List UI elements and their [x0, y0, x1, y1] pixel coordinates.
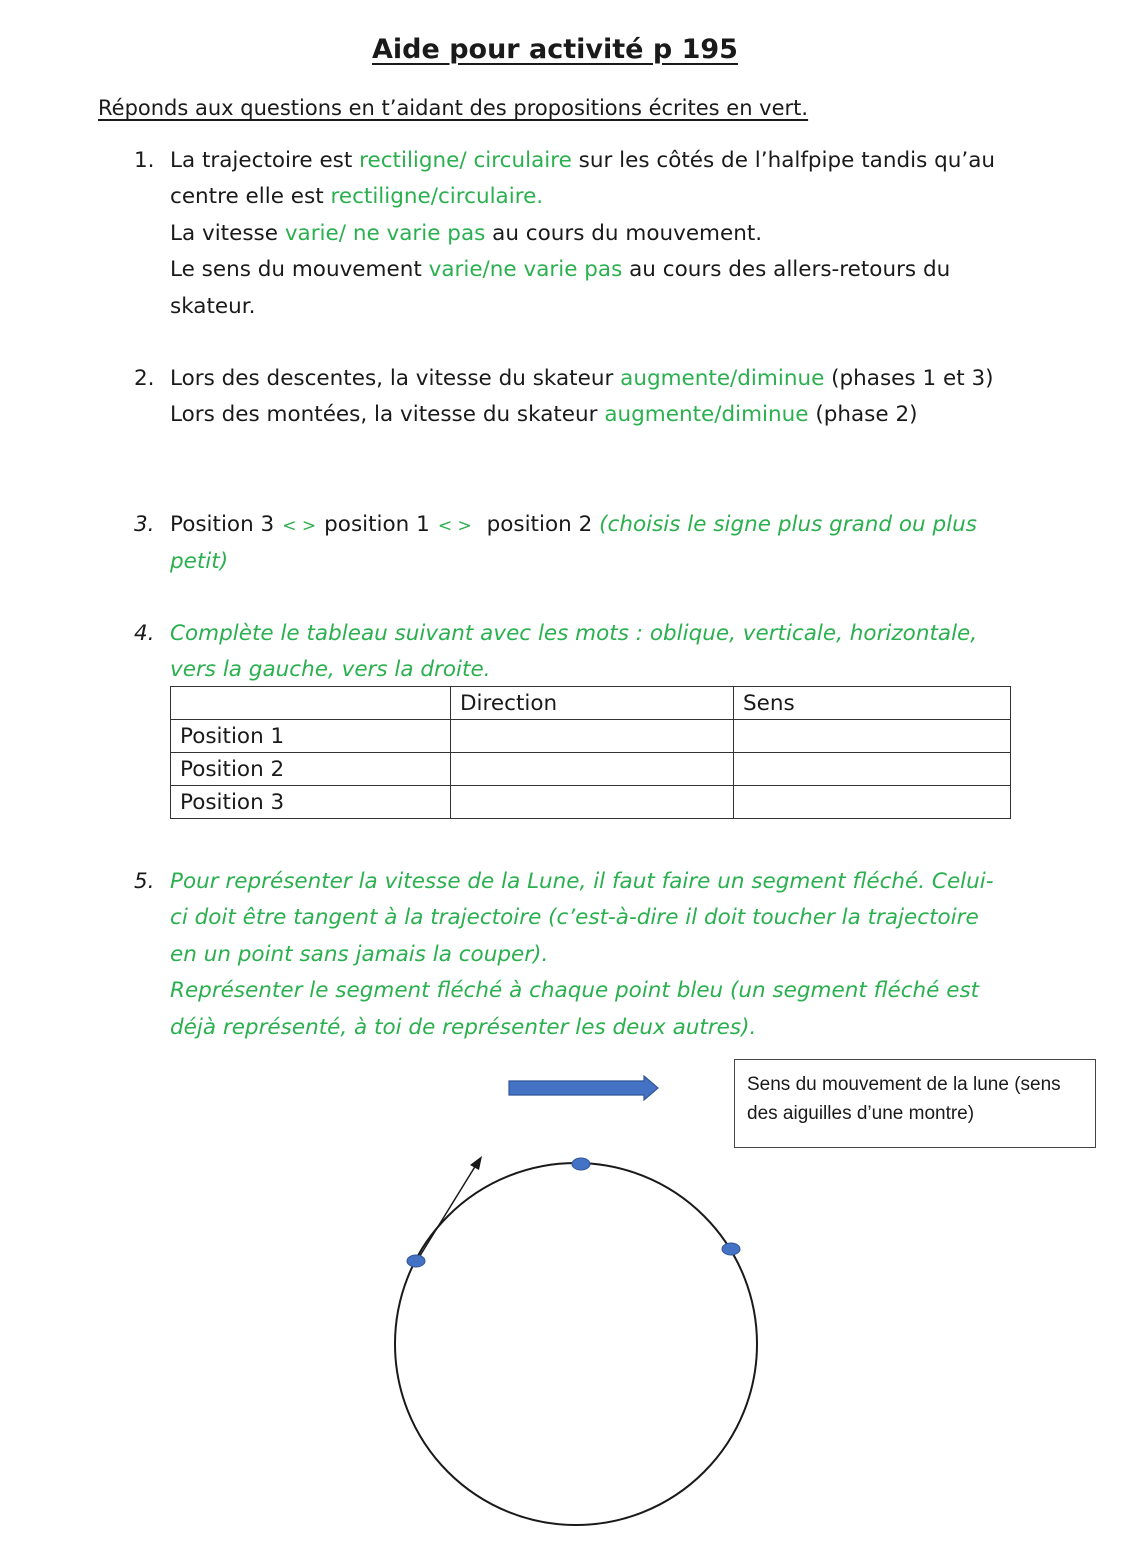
table-row: [171, 786, 1011, 819]
question-2: [134, 361, 1010, 434]
orbit-diagram: [380, 1145, 780, 1545]
table-row-label: Position 1: [171, 720, 451, 753]
table-cell-direction[interactable]: [451, 786, 734, 819]
q2-line-montees: Lors des montées, la vitesse du skateur augmente/diminue (phase 2): [170, 402, 918, 428]
q3-line: Position 3 < > position 1 < > position 2 (choisis le signe plus grand ou plus petit): [170, 512, 977, 575]
velocity-segment: [418, 1165, 476, 1259]
table-row-label: Position 3: [171, 786, 451, 819]
q5-paragraph-2: Représenter le segment fléché à chaque point bleu (un segment fléché est déjà représenté, à toi de représenter les deux autres).: [170, 978, 980, 1040]
table-header-direction: Direction: [451, 687, 734, 720]
question-number: 2.: [134, 366, 155, 391]
orbit-circle: [395, 1163, 757, 1525]
direction-caption: Sens du mouvement de la lune (sens des aiguilles d’une montre): [734, 1059, 1096, 1148]
question-number: 5.: [134, 869, 155, 894]
answer-table: [170, 686, 1011, 819]
blue-point-right[interactable]: [722, 1243, 740, 1255]
table-header-cell: [171, 687, 451, 720]
direction-arrow-icon: [508, 1075, 660, 1101]
table-cell-sens[interactable]: [734, 753, 1011, 786]
table-cell-sens[interactable]: [734, 786, 1011, 819]
table-cell-sens[interactable]: [734, 720, 1011, 753]
question-1: [134, 143, 1010, 325]
table-cell-direction[interactable]: [451, 720, 734, 753]
table-row: [171, 720, 1011, 753]
question-number: 3.: [134, 512, 155, 537]
question-5: [134, 864, 1010, 1046]
page-title: Aide pour activité p 195: [372, 34, 738, 65]
q1-line-sens: Le sens du mouvement varie/ne varie pas au cours des allers-retours du skateur.: [170, 257, 951, 319]
blue-point-top[interactable]: [572, 1158, 590, 1170]
table-row-label: Position 2: [171, 753, 451, 786]
table-header-row: [171, 687, 1011, 720]
table-cell-direction[interactable]: [451, 753, 734, 786]
question-4: [134, 616, 1010, 689]
question-3: [134, 507, 1010, 581]
question-number: 1.: [134, 148, 155, 173]
table-header-sens: Sens: [734, 687, 1011, 720]
q1-line-trajectoire: La trajectoire est rectiligne/ circulaire sur les côtés de l’halfpipe tandis qu’au centre elle est rectiligne/circulaire.: [170, 148, 996, 210]
table-row: [171, 753, 1011, 786]
q1-line-vitesse: La vitesse varie/ ne varie pas au cours du mouvement.: [170, 220, 763, 246]
question-number: 4.: [134, 621, 155, 646]
blue-point-left[interactable]: [407, 1255, 425, 1267]
instruction-text: Réponds aux questions en t’aidant des propositions écrites en vert.: [98, 96, 809, 120]
q4-text: Complète le tableau suivant avec les mots : oblique, verticale, horizontale, vers la gauche, vers la droite.: [170, 621, 978, 683]
q5-paragraph-1: Pour représenter la vitesse de la Lune, il faut faire un segment fléché. Celui-ci doit être tangent à la trajectoire (c’est-à-dire il doit toucher la trajectoire en un point sans jamais la couper).: [170, 869, 994, 967]
q2-line-descentes: Lors des descentes, la vitesse du skateur augmente/diminue (phases 1 et 3): [170, 366, 994, 391]
velocity-arrowhead-icon: [470, 1156, 482, 1170]
